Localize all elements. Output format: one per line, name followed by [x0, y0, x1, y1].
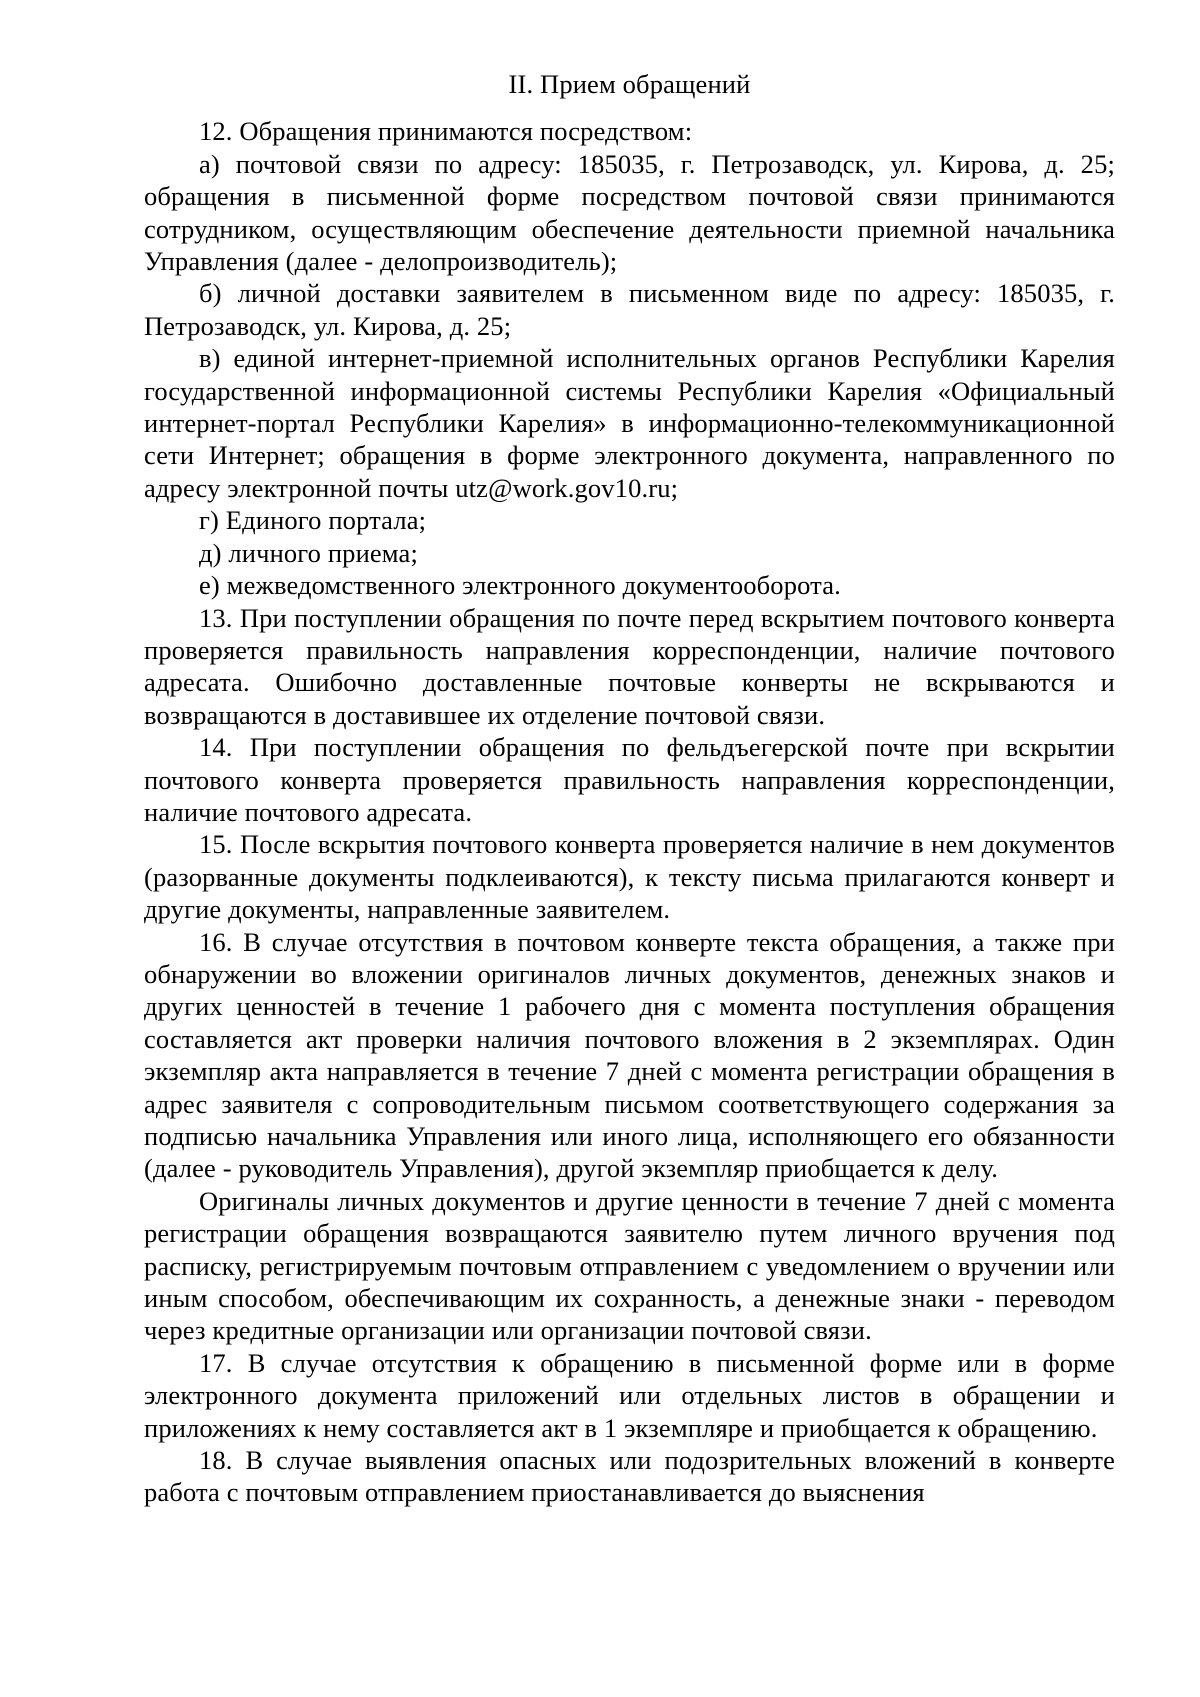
paragraph-12a-postal: а) почтовой связи по адресу: 185035, г. Петрозаводск, ул. Кирова, д. 25; обращения в письменной форме посредством почтовой связи принимаются сотрудником, осуществляющим обеспечение деятельности приемной начальника Управления (далее - делопроизводитель); [144, 148, 1115, 277]
paragraph-15: 15. После вскрытия почтового конверта проверяется наличие в нем документов (разорванные документы подклеиваются), к тексту письма прилагаются конверт и другие документы, направленные заявителем. [144, 829, 1115, 925]
paragraph-12d-personal-reception: д) личного приема; [199, 537, 418, 568]
document-body [144, 68, 1115, 1509]
paragraph-17: 17. В случае отсутствия к обращению в письменной форме или в форме электронного документа приложений или отдельных листов в обращении и приложениях к нему составляется акт в 1 экземпляре и приобщается к обращению. [144, 1347, 1115, 1443]
paragraph-16-originals: Оригиналы личных документов и другие ценности в течение 7 дней с момента регистрации обращения возвращаются заявителю путем личного вручения под расписку, регистрируемым почтовым отправлением с уведомлением о вручении или иным способом, обеспечивающим их сохранность, а денежные знаки - переводом через кредитные организации или организации почтовой связи. [144, 1185, 1115, 1346]
paragraph-16: 16. В случае отсутствия в почтовом конверте текста обращения, а также при обнаружении во вложении оригиналов личных документов, денежных знаков и других ценностей в течение 1 рабочего дня с момента поступления обращения составляется акт проверки наличия почтового вложения в 2 экземплярах. Один экземпляр акта направляется в течение 7 дней с момента регистрации обращения в адрес заявителя с сопроводительным письмом соответствующего содержания за подписью начальника Управления или иного лица, исполняющего его обязанности (далее - руководитель Управления), другой экземпляр приобщается к делу. [144, 926, 1115, 1184]
paragraph-12e-interagency: е) межведомственного электронного документооборота. [199, 570, 841, 601]
paragraph-12g-unified-portal: г) Единого портала; [199, 505, 427, 536]
section-title: II. Прием обращений [508, 69, 751, 99]
paragraph-14: 14. При поступлении обращения по фельдъегерской почте при вскрытии почтового конверта проверяется правильность направления корреспонденции, наличие почтового адресата. [144, 732, 1115, 827]
paragraph-12b-personal-delivery: б) личной доставки заявителем в письменном виде по адресу: 185035, г. Петрозаводск, ул. Кирова, д. 25; [144, 278, 1115, 341]
paragraph-12v-internet-reception: в) единой интернет-приемной исполнительных органов Республики Карелия государственной информационной системы Республики Карелия «Официальный интернет-портал Республики Карелия» в информационно-телекоммуникационной сети Интернет; обращения в форме электронного документа, направленного по адресу электронной почты utz@work.gov10.ru; [144, 343, 1115, 503]
paragraph-12: 12. Обращения принимаются посредством: [199, 116, 693, 147]
paragraph-18: 18. В случае выявления опасных или подозрительных вложений в конверте работа с почтовым отправлением приостанавливается до выяснения [144, 1445, 1115, 1508]
paragraph-13: 13. При поступлении обращения по почте перед вскрытием почтового конверта проверяется правильность направления корреспонденции, наличие почтового адресата. Ошибочно доставленные почтовые конверты не вскрываются и возвращаются в доставившее их отделение почтовой связи. [144, 602, 1115, 730]
